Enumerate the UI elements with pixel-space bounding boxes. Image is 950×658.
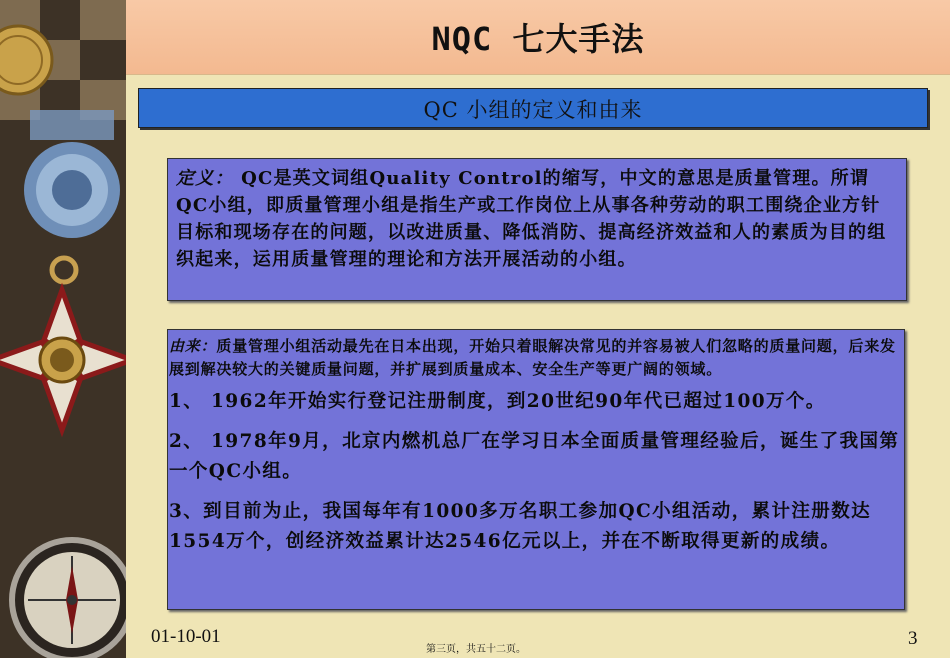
footer-date: 01-10-01 — [151, 626, 221, 647]
definition-box — [167, 158, 907, 301]
origin-paragraph — [169, 335, 904, 381]
origin-text: 质量管理小组活动最先在日本出现，开始只着眼解决常见的并容易被人们忽略的质量问题，后来发展到解决较大的关键质量问题，并扩展到质量成本、安全生产等更广阔的领域。 — [169, 337, 896, 378]
footer-page-note: 第三页，共五十二页。 — [426, 644, 526, 655]
section-title: QC 小组的定义和由来 — [423, 98, 643, 122]
slide-title: NQC 七大手法 — [431, 20, 645, 58]
title-bar — [126, 0, 950, 75]
origin-label: 由来： — [169, 337, 217, 355]
definition-paragraph — [176, 165, 898, 273]
origin-box — [167, 329, 905, 610]
origin-item-3: 3、到目前为止，我国每年有1000多万名职工参加QC小组活动，累计注册数达1554万个，创经济效益累计达2546亿元以上，并在不断取得更新的成绩。 — [169, 501, 872, 552]
origin-item-2: 2、 1978年9月，北京内燃机总厂在学习日本全面质量管理经验后，诞生了我国第一个QC小组。 — [169, 431, 900, 482]
definition-label: 定义： — [176, 168, 234, 189]
slide-number: 3 — [908, 628, 918, 649]
decorative-medal-photo — [0, 0, 126, 658]
section-header — [138, 88, 928, 128]
origin-item-1: 1、 1962年开始实行登记注册制度，到20世纪90年代已超过100万个。 — [169, 391, 826, 412]
definition-text: QC是英文词组Quality Control的缩写，中文的意思是质量管理。所谓QC小组，即质量管理小组是指生产或工作岗位上从事各种劳动的职工围绕企业方针目标和现场存在的问题，以改进质量、降低消防、提高经济效益和人的素质为目的组织起来，运用质量管理的理论和方法开展活动的小组。 — [176, 168, 887, 270]
